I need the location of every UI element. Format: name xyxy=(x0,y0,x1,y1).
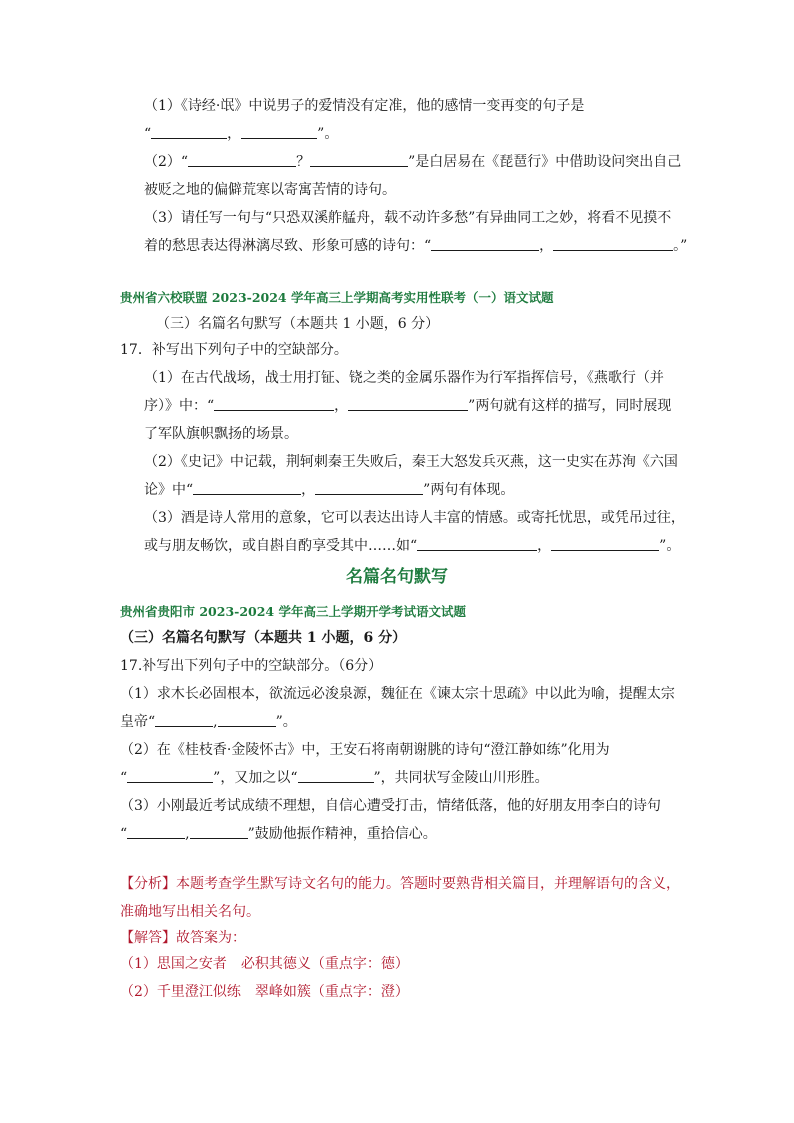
block3-q2-line1: （2）在《桂枝香·金陵怀古》中，王安石将南朝谢朓的诗句“澄江静如练”化用为 xyxy=(120,742,610,758)
answer-item-2: （2）千里澄江似练 翠峰如簇（重点字：澄） xyxy=(120,984,409,1000)
block3-q1-line1: （1）求木长必固根本，欲流远必浚泉源，魏征在《谏太宗十思疏》中以此为喻，提醒太宗 xyxy=(120,686,675,702)
block1-q3-line1: （3）请任写一句与“只恐双溪舴艋舟，载不动许多愁”有异曲同工之妙，将看不见摸不 xyxy=(144,210,672,226)
block1-q1-line2: “ ， ”。 xyxy=(144,126,339,142)
block1-q2-line2: 被贬之地的偏僻荒寒以寄寓苦情的诗句。 xyxy=(144,182,396,198)
answer-blank[interactable] xyxy=(298,768,374,783)
answer-blank[interactable] xyxy=(218,712,276,727)
question-number: 17.补写出下列句子中的空缺部分。（6分） xyxy=(120,658,383,674)
block2-q1-line3: 了军队旗帜飘扬的场景。 xyxy=(144,426,298,442)
answer-blank[interactable] xyxy=(127,768,213,783)
answer-blank[interactable] xyxy=(315,480,423,495)
section-heading: （三）名篇名句默写（本题共 1 小题，6 分） xyxy=(120,630,407,646)
answer-blank[interactable] xyxy=(417,536,537,551)
page-title: 名篇名句默写 xyxy=(346,567,448,587)
answer-blank[interactable] xyxy=(348,396,468,411)
answer-blank[interactable] xyxy=(310,152,408,167)
block1-q1-line1: （1）《诗经·氓》中说男子的爱情没有定准，他的感情一变再变的句子是 xyxy=(144,98,585,114)
answer-blank[interactable] xyxy=(551,536,659,551)
answer-item-1: （1）思国之安者 必积其德义（重点字：德） xyxy=(120,956,409,972)
answer-blank[interactable] xyxy=(127,824,185,839)
answer-blank[interactable] xyxy=(241,124,317,139)
block3-q2-line2: “ ”，又加之以“ ”，共同状写金陵山川形胜。 xyxy=(120,770,549,786)
analysis-line1: 【分析】本题考查学生默写诗文名句的能力。答题时要熟背相关篇目，并理解语句的含义， xyxy=(120,876,680,892)
block2-q2-line1: （2）《史记》中记载，荆轲刺秦王失败后，秦王大怒发兵灭燕，这一史实在苏洵《六国 xyxy=(144,454,678,470)
block2-q2-line2: 论》中“ ， ”两句有体现。 xyxy=(144,482,515,498)
answer-blank[interactable] xyxy=(193,480,301,495)
block1-q2-line1: （2）“ ？ ”是白居易在《琵琶行》中借助设问突出自己 xyxy=(144,154,682,170)
block3-q3-line1: （3）小刚最近考试成绩不理想，自信心遭受打击，情绪低落，他的好朋友用李白的诗句 xyxy=(120,798,661,814)
block1-q3-line2: 着的愁思表达得淋漓尽致、形象可感的诗句：“ ， 。” xyxy=(144,238,688,254)
answer-blank[interactable] xyxy=(431,236,539,251)
answer-blank[interactable] xyxy=(188,152,296,167)
answer-label: 【解答】故答案为： xyxy=(120,930,246,946)
answer-blank[interactable] xyxy=(214,396,334,411)
block2-q3-line1: （3）酒是诗人常用的意象，它可以表达出诗人丰富的情感。或寄托忧思，或凭吊过往， xyxy=(144,510,685,526)
answer-blank[interactable] xyxy=(155,712,213,727)
answer-blank[interactable] xyxy=(190,824,248,839)
question-number: 17．补写出下列句子中的空缺部分。 xyxy=(120,342,348,358)
block3-q3-line2: “ , ”鼓励他振作精神，重拾信心。 xyxy=(120,826,437,842)
source-line: 贵州省贵阳市 2023-2024 学年高三上学期开学考试语文试题 xyxy=(120,604,466,619)
answer-blank[interactable] xyxy=(553,236,673,251)
block2-q1-line1: （1）在古代战场，战士用打钲、铙之类的金属乐器作为行军指挥信号，《燕歌行（并 xyxy=(144,370,664,386)
block2-q3-line2: 或与朋友畅饮，或自斟自酌享受其中……如“ ， ”。 xyxy=(144,538,681,554)
answer-blank[interactable] xyxy=(151,124,227,139)
block3-q1-line2: 皇帝“ , ”。 xyxy=(120,714,297,730)
analysis-line2: 准确地写出相关名句。 xyxy=(120,904,260,920)
source-line: 贵州省六校联盟 2023-2024 学年高三上学期高考实用性联考（一）语文试题 xyxy=(120,290,554,305)
block2-q1-line2: 序）》中：“ ， ”两句就有这样的描写，同时展现 xyxy=(144,398,672,414)
section-heading: （三）名篇名句默写（本题共 1 小题，6 分） xyxy=(156,316,440,332)
